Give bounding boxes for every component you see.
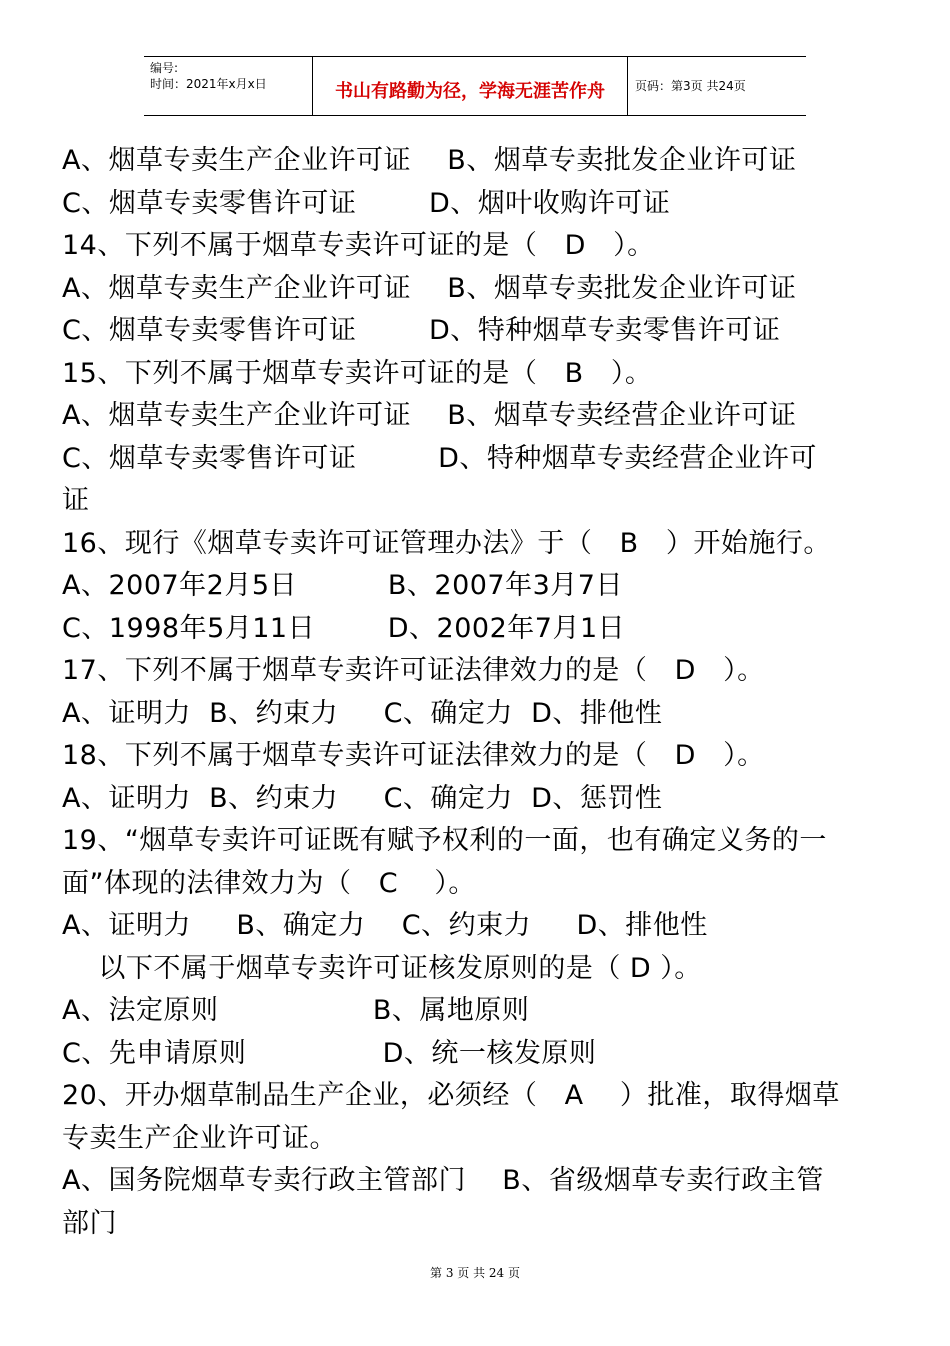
text-line: C、烟草专卖零售许可证 D、特种烟草专卖零售许可证 — [62, 315, 781, 346]
question-19: 19、“烟草专卖许可证既有赋予权利的一面，也有确定义务的一 — [62, 825, 827, 856]
header-motto: 书山有路勤为径，学海无涯苦作舟 — [335, 81, 605, 102]
text-line: C、烟草专卖零售许可证 D、烟叶收购许可证 — [62, 188, 671, 219]
document-number-label: 编号: — [150, 61, 179, 75]
text-line: A、证明力 B、约束力 C、确定力 D、排他性 — [62, 698, 663, 729]
page-footer: 第 3 页 共 24 页 — [430, 1266, 520, 1280]
question-14: 14、下列不属于烟草专卖许可证的是（ D ）。 — [62, 230, 655, 261]
text-line: C、烟草专卖零售许可证 D、特种烟草专卖经营企业许可 — [62, 443, 817, 474]
text-line: 专卖生产企业许可证。 — [62, 1123, 337, 1154]
text-line: A、2007年2月5日 B、2007年3月7日 — [62, 570, 623, 601]
question-18: 18、下列不属于烟草专卖许可证法律效力的是（ D ）。 — [62, 740, 765, 771]
text-line: A、法定原则 B、属地原则 — [62, 995, 530, 1026]
question-17: 17、下列不属于烟草专卖许可证法律效力的是（ D ）。 — [62, 655, 765, 686]
text-line: A、烟草专卖生产企业许可证 B、烟草专卖批发企业许可证 — [62, 145, 797, 176]
text-line: A、证明力 B、确定力 C、约束力 D、排他性 — [62, 910, 708, 941]
text-line: 部门 — [62, 1208, 117, 1239]
question-unnumbered: 以下不属于烟草专卖许可证核发原则的是（ D ）。 — [62, 953, 702, 984]
text-line: 面”体现的法律效力为（ C ）。 — [62, 868, 476, 899]
question-15: 15、下列不属于烟草专卖许可证的是（ B ）。 — [62, 358, 653, 389]
document-time-label: 时间：2021年x月x日 — [150, 77, 267, 91]
text-line: C、1998年5月11日 D、2002年7月1日 — [62, 613, 626, 644]
header-page-info: 页码：第3页 共24页 — [635, 79, 746, 93]
text-line: 证 — [62, 485, 90, 516]
text-line: A、证明力 B、约束力 C、确定力 D、惩罚性 — [62, 783, 663, 814]
text-line: A、国务院烟草专卖行政主管部门 B、省级烟草专卖行政主管 — [62, 1165, 824, 1196]
text-line: A、烟草专卖生产企业许可证 B、烟草专卖批发企业许可证 — [62, 273, 797, 304]
question-16: 16、现行《烟草专卖许可证管理办法》于（ B ）开始施行。 — [62, 528, 831, 559]
text-line: C、先申请原则 D、统一核发原则 — [62, 1038, 597, 1069]
text-line: A、烟草专卖生产企业许可证 B、烟草专卖经营企业许可证 — [62, 400, 797, 431]
question-20: 20、开办烟草制品生产企业，必须经（ A ）批准，取得烟草 — [62, 1080, 840, 1111]
